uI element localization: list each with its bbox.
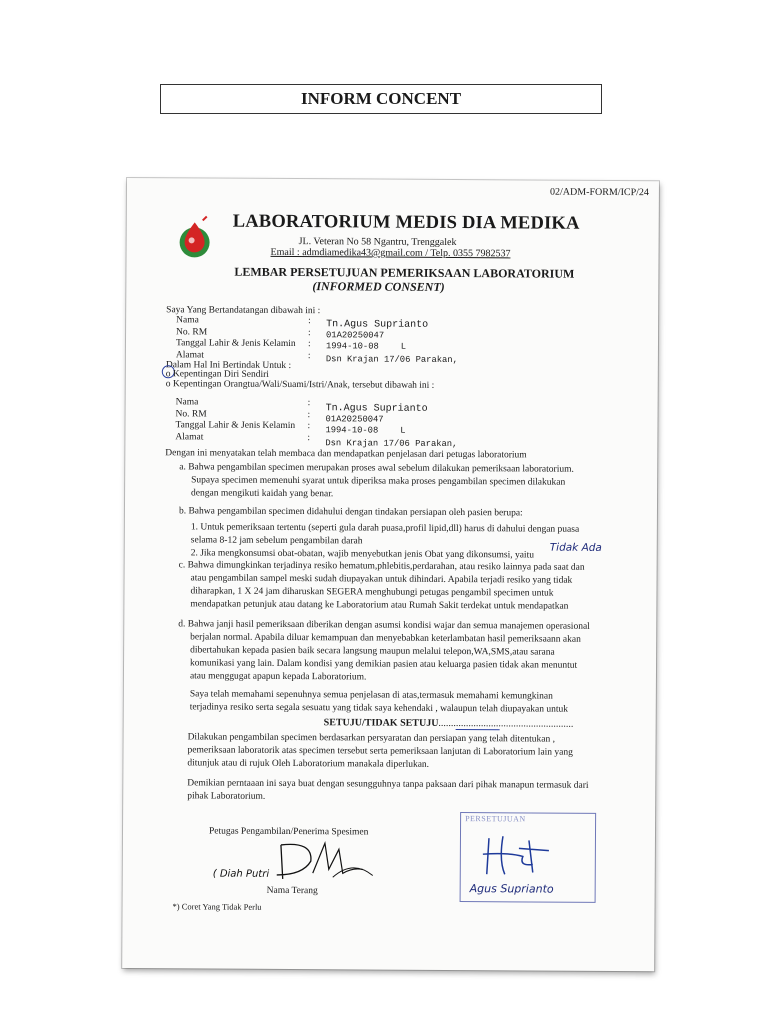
point-d-line: atau menggugat apapun kepada Laboratorium. bbox=[189, 671, 367, 683]
patient-gender: L bbox=[400, 425, 406, 436]
form-title: LEMBAR PERSETUJUAN PEMERIKSAAN LABORATORIUM bbox=[234, 264, 575, 281]
point-a-line: Supaya specimen memenuhi syarat untuk diperiksa maka proses pengambilan specimen dilakukan bbox=[191, 475, 566, 488]
point-d-line: dibertahukan kepada pasien baik secara langsung maupun melalui telepon,WA,SMS,atau sarana bbox=[190, 645, 555, 658]
agree-dots: ...................................................... bbox=[438, 717, 574, 730]
label-nama: Nama bbox=[175, 397, 199, 408]
strike-mark bbox=[456, 729, 500, 730]
procedure-line: pemeriksaan laboratorik atas specimen tersebut serta pemeriksaan lanjutan di Laboratorium lain yang bbox=[187, 745, 573, 758]
handwritten-medication: Tidak Ada bbox=[549, 541, 602, 554]
label-no-rm: No. RM bbox=[175, 408, 207, 419]
lab-address: JL. Veteran No 58 Ngantru, Trenggalek bbox=[298, 236, 457, 249]
point-b-line: 1. Untuk pemeriksaan tertentu (seperti gula darah puasa,profil lipid,dll) harus di dahului dengan puasa bbox=[190, 522, 580, 535]
patient-name: Tn.Agus Suprianto bbox=[325, 403, 428, 415]
label-ttl: Tanggal Lahir & Jenis Kelamin bbox=[175, 420, 296, 432]
patient-dob: 1994-10-08 bbox=[325, 341, 379, 352]
procedure-line: Dilakukan pengambilan specimen berdasarkan persyaratan dan persiapan yang telah ditentukan , bbox=[187, 732, 556, 745]
acting-for-label: Dalam Hal Ini Bertindak Untuk : bbox=[165, 360, 292, 372]
colon: : bbox=[308, 316, 311, 327]
patient-address: Dsn Krajan 17/06 Parakan, bbox=[325, 438, 458, 450]
declaration-line: Demikian perntaaan ini saya buat dengan sesungguhnya tanpa paksaan dari pihak manapun termasuk dari bbox=[187, 778, 589, 791]
label-no-rm: No. RM bbox=[176, 326, 208, 337]
label-alamat: Alamat bbox=[175, 349, 204, 360]
officer-label: Petugas Pengambilan/Penerima Spesimen bbox=[208, 826, 369, 838]
option-family: o Kepentingan Orangtua/Wali/Suami/Istri/Anak, tersebut dibawah ini : bbox=[165, 379, 435, 391]
statement-intro: Dengan ini menyatakan telah membaca dan mendapatkan penjelasan dari petugas laboratorium bbox=[165, 448, 527, 461]
footnote: *) Coret Yang Tidak Perlu bbox=[172, 901, 262, 912]
patient-signature-name: Agus Suprianto bbox=[469, 882, 554, 896]
agree-line: SETUJU/TIDAK SETUJU bbox=[323, 717, 439, 729]
point-c-line: diharapkan, 1 X 24 jam diharuskan SEGERA menghubungi petugas pengambil specimen untuk bbox=[190, 586, 554, 599]
declaration-line: pihak Laboratorium. bbox=[187, 791, 266, 802]
officer-name-handwritten: ( Diah Putri bbox=[212, 868, 270, 880]
point-b-line: selama 8-12 jam sebelum pengambilan darah bbox=[190, 535, 363, 547]
procedure-line: ditunjuk atau di rujuk Oleh Laboratorium manakala diperlukan. bbox=[187, 758, 430, 770]
label-nama: Nama bbox=[176, 315, 199, 326]
option-self: o Kepentingan Diri Sendiri bbox=[165, 369, 270, 380]
colon: : bbox=[307, 398, 311, 409]
lab-logo-icon bbox=[172, 214, 218, 260]
point-d-line: komunikasi yang lain. Dalam kondisi yang demikian pasien atau keluarga pasien tidak akan menuntut bbox=[190, 658, 578, 671]
point-a-line: dengan mengikuti kaidah yang benar. bbox=[191, 488, 334, 500]
label-alamat: Alamat bbox=[175, 431, 204, 442]
consent-form-scan bbox=[122, 178, 659, 971]
point-c-line: mendapatkan petunjuk atau datang ke Laboratorium atau Rumah Sakit terdekat untuk mendapatkan bbox=[190, 599, 569, 612]
colon: : bbox=[307, 339, 311, 350]
name-label: Nama Terang bbox=[266, 885, 318, 897]
approval-stamp-label: PERSETUJUAN bbox=[465, 814, 526, 824]
page-title: INFORM CONCENT bbox=[160, 84, 602, 114]
point-b-line: 2. Jika mengkonsumsi obat-obatan, wajib menyebutkan jenis Obat yang dikonsumsi, yaitu bbox=[190, 548, 535, 561]
understanding-line: terjadinya resiko serta segala sesuatu yang tidak saya kehendaki , walaupun telah diupayakan untuk bbox=[189, 702, 569, 715]
officer-signature-icon bbox=[273, 839, 403, 890]
patient-gender: L bbox=[400, 341, 407, 352]
form-subtitle: (INFORMED CONSENT) bbox=[312, 279, 445, 294]
patient-address: Dsn Krajan 17/06 Parakan, bbox=[325, 354, 458, 366]
point-a-line: a. Bahwa pengambilan specimen merupakan proses awal sebelum dilakukan pemeriksaan laboratorium. bbox=[179, 462, 574, 475]
patient-name: Tn.Agus Suprianto bbox=[326, 319, 429, 331]
colon: : bbox=[307, 409, 311, 420]
patient-no-rm: 01A20250047 bbox=[325, 414, 384, 425]
colon: : bbox=[307, 350, 311, 361]
point-c-line: c. Bahwa dimungkinkan terjadinya resiko hematum,phlebitis,perdarahan, atau resiko lainnya pada saat dan bbox=[178, 560, 585, 573]
colon: : bbox=[307, 432, 311, 443]
point-b-line: b. Bahwa pengambilan specimen didahului dengan tindakan persiapan oleh pasien berupa: bbox=[178, 506, 523, 519]
lab-name: LABORATORIUM MEDIS DIA MEDIKA bbox=[232, 211, 580, 234]
label-ttl: Tanggal Lahir & Jenis Kelamin bbox=[175, 338, 296, 350]
signer-intro: Saya Yang Bertandatangan dibawah ini : bbox=[166, 305, 321, 317]
lab-contact: Email : admdiamedika43@gmail.com / Telp. 0355 7982537 bbox=[270, 246, 511, 260]
point-d-line: d. Bahwa janji hasil pemeriksaan diberikan dengan asumsi kondisi wajar dan semua manajemen operasional bbox=[178, 619, 590, 632]
colon: : bbox=[308, 327, 311, 338]
form-number: 02/ADM-FORM/ICP/24 bbox=[549, 186, 649, 199]
understanding-line: Saya telah memahami sepenuhnya semua penjelasan di atas,termasuk memahami kemungkinan bbox=[189, 689, 553, 702]
point-c-line: atau pengambilan sampel meski sudah diupayakan untuk dihindari. Apabila terjadi resiko yang tidak bbox=[190, 573, 573, 586]
colon: : bbox=[307, 421, 311, 432]
patient-dob: 1994-10-08 bbox=[325, 425, 379, 436]
patient-signature-icon bbox=[479, 830, 569, 881]
patient-no-rm: 01A20250047 bbox=[326, 330, 385, 341]
point-d-line: berjalan normal. Apabila diluar kemampuan dan menyebabkan keterlambatan hasil pemeriksaann akan bbox=[190, 632, 581, 645]
